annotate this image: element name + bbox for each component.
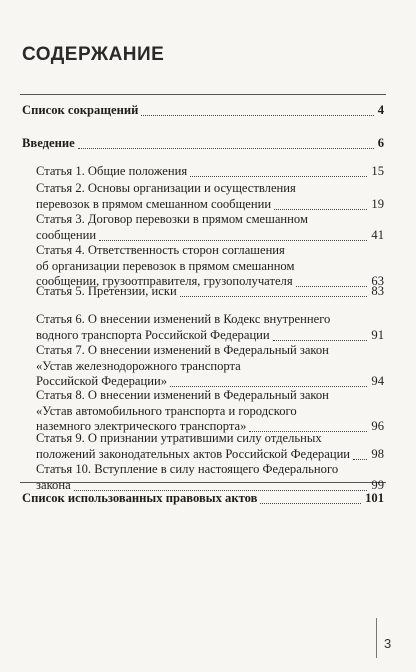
toc-entry-text: Статья 8. О внесении изменений в Федеральный закон xyxy=(36,388,329,402)
dot-leader xyxy=(353,459,367,460)
toc-entry-text: перевозок в прямом смешанном сообщении xyxy=(36,196,272,211)
dot-leader xyxy=(190,176,367,177)
toc-entry-text: Статья 6. О внесении изменений в Кодекс внутреннего xyxy=(36,312,331,326)
toc-entry-text: «Устав железнодорожного транспорта xyxy=(36,358,241,373)
toc-entry xyxy=(0,388,416,435)
toc-entry-text: Статья 2. Основы организации и осуществления xyxy=(36,181,296,195)
toc-entry-page: 91 xyxy=(371,327,384,342)
toc-entry xyxy=(0,103,416,119)
toc-entry xyxy=(0,431,416,462)
toc-entry-text: наземного электрического транспорта» xyxy=(36,419,247,433)
page-number: 3 xyxy=(384,636,392,651)
toc-entry-text: закона xyxy=(36,477,71,492)
page-title: СОДЕРЖАНИЕ xyxy=(22,44,165,65)
toc-entry xyxy=(0,343,416,390)
toc-entry xyxy=(0,284,416,300)
toc-entry-text: «Устав автомобильного транспорта и городского xyxy=(36,403,297,418)
toc-entry-text: положений законодательных актов Российской Федерации xyxy=(36,446,351,461)
toc-entry-text: Статья 1. Общие положения xyxy=(36,164,188,178)
toc-entry-page: 6 xyxy=(377,136,384,150)
toc-entry-page: 94 xyxy=(371,374,384,388)
toc-entry xyxy=(0,491,416,507)
toc-entry-page: 83 xyxy=(371,284,384,298)
folio-divider xyxy=(376,618,377,658)
toc-entry xyxy=(0,164,416,180)
dot-leader xyxy=(180,296,368,297)
toc-entry-page: 19 xyxy=(371,196,384,211)
toc-entry-page: 96 xyxy=(371,419,384,433)
toc-entry-page: 4 xyxy=(377,103,384,117)
toc-entry xyxy=(0,181,416,212)
toc-entry-text: Российской Федерации» xyxy=(36,374,167,388)
toc-entry-text: Статья 10. Вступление в силу настоящего Федерального xyxy=(36,462,339,476)
toc-entry-page: 98 xyxy=(371,446,384,461)
toc-entry xyxy=(0,136,416,152)
toc-entry-page: 41 xyxy=(371,227,384,242)
toc-entry-text: сообщении xyxy=(36,227,97,242)
dot-leader xyxy=(141,115,373,116)
dot-leader xyxy=(99,240,367,241)
toc-entry-text: Статья 9. О признании утратившими силу отдельных xyxy=(36,431,322,445)
toc-entry-text: Статья 5. Претензии, иски xyxy=(36,284,177,298)
toc-entry-text: сообщении, грузоотправителя, грузополучателя xyxy=(36,274,293,288)
toc-entry xyxy=(0,462,416,493)
dot-leader xyxy=(170,386,367,387)
toc-entry xyxy=(0,243,416,290)
toc-entry-page: 15 xyxy=(371,164,384,178)
toc-entry-text: Статья 3. Договор перевозки в прямом смешанном xyxy=(36,212,308,226)
toc-entry-text: водного транспорта Российской Федерации xyxy=(36,327,270,342)
toc-entry-text: Введение xyxy=(22,136,75,150)
toc-entry-page: 63 xyxy=(371,274,384,288)
toc-entry-text: об организации перевозок в прямом смешанном xyxy=(36,258,295,273)
dot-leader xyxy=(273,340,368,341)
toc-entry-text: Список сокращений xyxy=(22,103,139,117)
toc-entry xyxy=(0,312,416,343)
toc-entry-text: Статья 4. Ответственность сторон соглашения xyxy=(36,243,285,257)
toc-entry-page: 99 xyxy=(371,477,384,492)
toc-entry-text: Статья 7. О внесении изменений в Федеральный закон xyxy=(36,343,329,357)
top-divider xyxy=(20,94,386,95)
dot-leader xyxy=(78,148,374,149)
dot-leader xyxy=(274,209,367,210)
dot-leader xyxy=(260,503,361,504)
toc-entry-text: Список использованных правовых актов xyxy=(22,491,258,505)
toc-entry-page: 101 xyxy=(365,491,384,505)
toc-entry xyxy=(0,212,416,243)
